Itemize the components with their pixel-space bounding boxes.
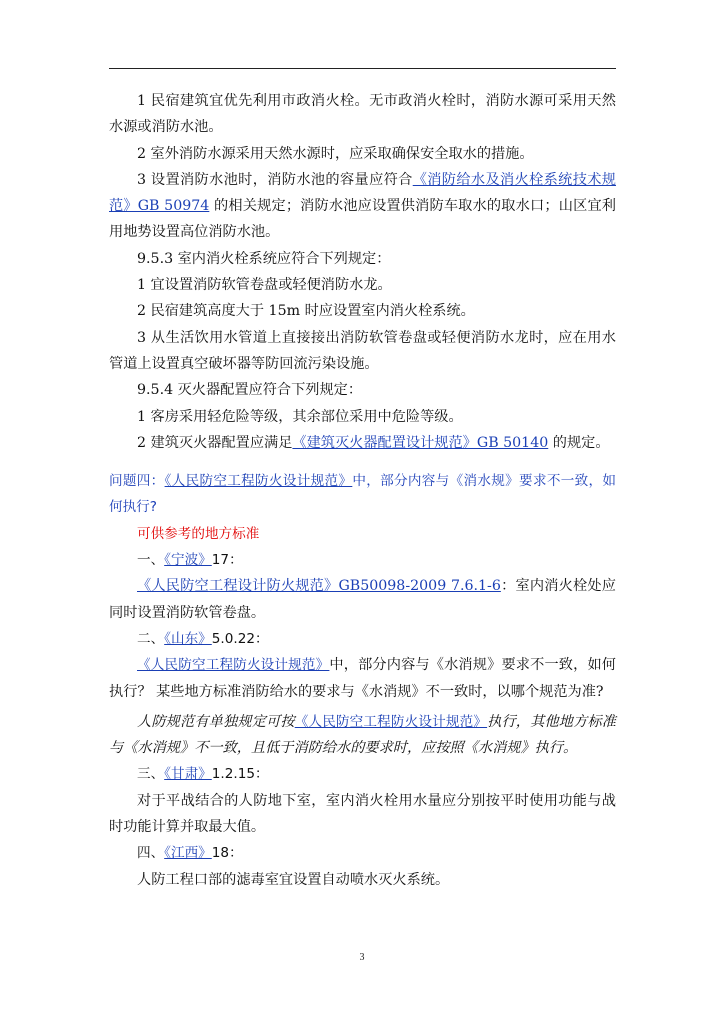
- paragraph: [109, 573, 616, 626]
- text: 中，部分内容与《水消规》要求不一致，如何执行？ 某些地方标准消防给水的要求与《水消规》不一致时，以哪个规范为准?: [109, 657, 616, 700]
- paragraph: 1 民宿建筑宜优先利用市政消火栓。无市政消火栓时，消防水源可采用天然水源或消防水池。: [109, 93, 616, 136]
- question-text: 中，部分内容与《消水规》要求不一致，如何执行?: [109, 473, 617, 516]
- item-number: 四、: [137, 845, 165, 862]
- standard-link[interactable]: 《人民防空工程防火设计规范》: [137, 657, 330, 674]
- local-standard-link[interactable]: 《江西》: [164, 845, 212, 862]
- document-body: [109, 88, 616, 893]
- paragraph: 人防工程口部的滤毒室宜设置自动喷水灭火系统。: [137, 871, 450, 888]
- clause-heading: 9.5.4 灭火器配置应符合下列规定：: [137, 382, 363, 399]
- clause-number: 5.0.22：: [211, 630, 269, 647]
- list-item: 3 从生活饮用水管道上直接接出消防软管卷盘或轻便消防水龙时，应在用水管道上设置真空破坏器等防回流污染设施。: [109, 329, 616, 372]
- text: 的相关规定；消防水池应设置供消防车取水的取水口；山区宜利用地势设置高位消防水池。: [109, 198, 616, 241]
- question-heading: [109, 468, 616, 521]
- paragraph: [109, 167, 616, 246]
- question-prefix: 问题四：: [109, 473, 165, 490]
- header-rule: [109, 68, 616, 69]
- standard-link[interactable]: 《消防给水及消火栓系统技术规范》GB 50974: [109, 171, 616, 215]
- item-number: 三、: [137, 766, 165, 783]
- standard-link[interactable]: 《建筑灭火器配置设计规范》GB 50140: [292, 434, 549, 451]
- text: 执行，其他地方标准与《水消规》不一致，且低于消防给水的要求时，应按照《水消规》执行。: [109, 713, 616, 757]
- list-item: 2 民宿建筑高度大于 15m 时应设置室内消火栓系统。: [137, 303, 475, 320]
- text: 3 设置消防水池时，消防水池的容量应符合: [137, 171, 413, 188]
- paragraph: [109, 652, 616, 705]
- paragraph: [109, 709, 616, 762]
- clause-number: 18：: [211, 845, 243, 862]
- standard-link[interactable]: 《人民防空工程防火设计规范》: [294, 713, 488, 730]
- clause-heading: 9.5.3 室内消火栓系统应符合下列规定：: [137, 250, 391, 267]
- paragraph: 2 室外消防水源采用天然水源时，应采取确保安全取水的措施。: [137, 145, 534, 162]
- text: 2 建筑灭火器配置应满足: [137, 434, 293, 451]
- standard-link[interactable]: 《人民防空工程设计防火规范》GB50098-2009 7.6.1-6: [137, 578, 501, 595]
- local-standard-heading: [109, 840, 616, 866]
- list-item: [109, 430, 616, 456]
- text: ：室内消火栓处应同时设置消防软管卷盘。: [109, 578, 616, 621]
- reference-heading: 可供参考的地方标准: [137, 525, 260, 542]
- clause-number: 17：: [211, 552, 243, 569]
- item-number: 二、: [137, 630, 165, 647]
- list-item: 1 宜设置消防软管卷盘或轻便消防水龙。: [137, 277, 392, 294]
- local-standard-link[interactable]: 《宁波》: [164, 552, 212, 569]
- text: 的规定。: [548, 434, 610, 451]
- paragraph: 对于平战结合的人防地下室，室内消火栓用水量应分别按平时使用功能与战时功能计算并取最大值。: [109, 792, 616, 836]
- local-standard-link[interactable]: 《甘肃》: [164, 766, 212, 783]
- local-standard-heading: [109, 761, 616, 787]
- page-number: 3: [359, 952, 365, 963]
- text: 人防规范有单独规定可按: [137, 713, 295, 730]
- clause-number: 1.2.15：: [211, 766, 269, 783]
- item-number: 一、: [137, 552, 165, 569]
- local-standard-heading: [109, 626, 616, 652]
- standard-link[interactable]: 《人民防空工程防火设计规范》: [164, 473, 353, 490]
- list-item: 1 客房采用轻危险等级，其余部位采用中危险等级。: [137, 408, 463, 425]
- local-standard-heading: [109, 547, 616, 573]
- local-standard-link[interactable]: 《山东》: [164, 630, 212, 647]
